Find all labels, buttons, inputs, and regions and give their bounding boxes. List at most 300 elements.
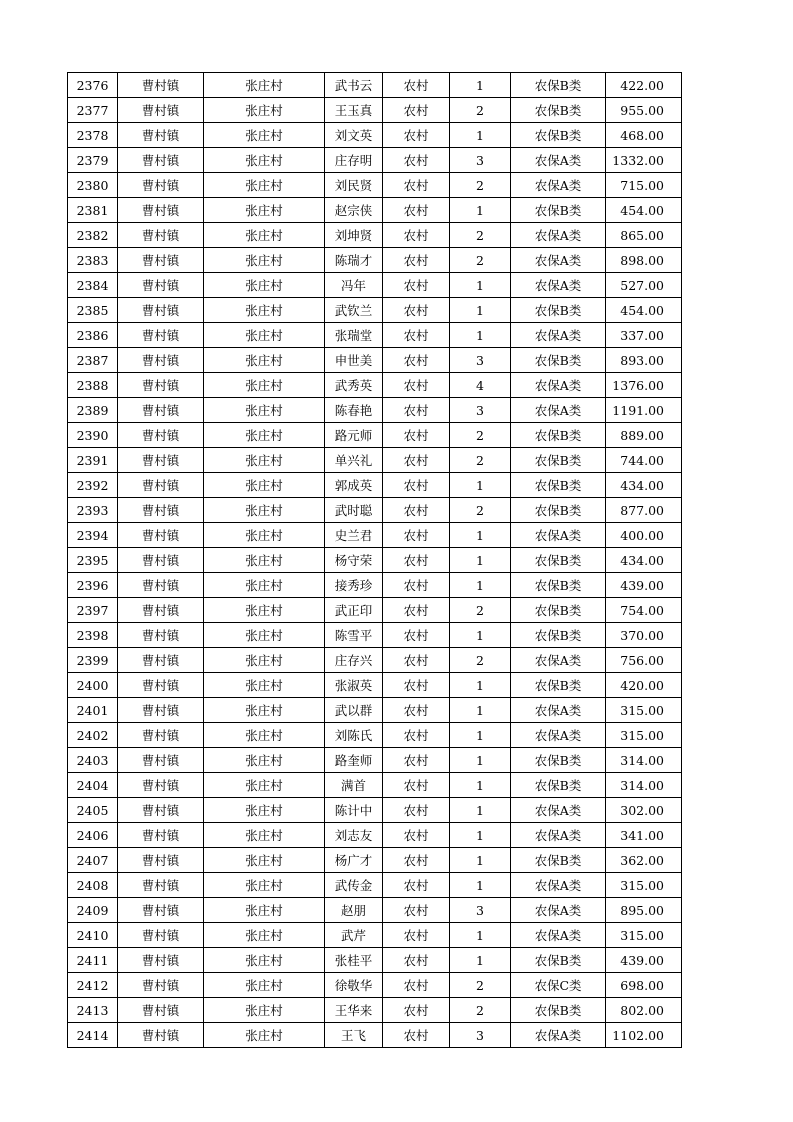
- area-cell: 农村: [383, 248, 450, 273]
- row-number: 2377: [68, 98, 118, 123]
- area-cell: 农村: [383, 823, 450, 848]
- row-number: 2379: [68, 148, 118, 173]
- village-cell: 张庄村: [204, 248, 325, 273]
- insurance-class-cell: 农保B类: [511, 548, 606, 573]
- row-number: 2403: [68, 748, 118, 773]
- insurance-class-cell: 农保B类: [511, 998, 606, 1023]
- area-cell: 农村: [383, 523, 450, 548]
- township-cell: 曹村镇: [118, 648, 204, 673]
- amount-cell: 527.00: [606, 273, 682, 298]
- name-cell: 庄存兴: [325, 648, 383, 673]
- amount-cell: 454.00: [606, 198, 682, 223]
- village-cell: 张庄村: [204, 398, 325, 423]
- name-cell: 庄存明: [325, 148, 383, 173]
- township-cell: 曹村镇: [118, 673, 204, 698]
- amount-cell: 434.00: [606, 473, 682, 498]
- insurance-class-cell: 农保B类: [511, 473, 606, 498]
- area-cell: 农村: [383, 1023, 450, 1048]
- township-cell: 曹村镇: [118, 623, 204, 648]
- household-size-cell: 1: [450, 823, 511, 848]
- village-cell: 张庄村: [204, 348, 325, 373]
- insurance-class-cell: 农保A类: [511, 273, 606, 298]
- amount-cell: 955.00: [606, 98, 682, 123]
- insurance-class-cell: 农保B类: [511, 348, 606, 373]
- name-cell: 刘文英: [325, 123, 383, 148]
- household-size-cell: 1: [450, 198, 511, 223]
- row-number: 2387: [68, 348, 118, 373]
- insurance-class-cell: 农保A类: [511, 898, 606, 923]
- amount-cell: 468.00: [606, 123, 682, 148]
- name-cell: 武传金: [325, 873, 383, 898]
- table-row: [68, 623, 682, 648]
- village-cell: 张庄村: [204, 273, 325, 298]
- amount-cell: 362.00: [606, 848, 682, 873]
- township-cell: 曹村镇: [118, 173, 204, 198]
- household-size-cell: 1: [450, 523, 511, 548]
- row-number: 2396: [68, 573, 118, 598]
- village-cell: 张庄村: [204, 148, 325, 173]
- table-row: [68, 448, 682, 473]
- township-cell: 曹村镇: [118, 198, 204, 223]
- area-cell: 农村: [383, 398, 450, 423]
- table-row: [68, 898, 682, 923]
- amount-cell: 439.00: [606, 948, 682, 973]
- amount-cell: 756.00: [606, 648, 682, 673]
- village-cell: 张庄村: [204, 373, 325, 398]
- area-cell: 农村: [383, 623, 450, 648]
- village-cell: 张庄村: [204, 548, 325, 573]
- table-row: [68, 348, 682, 373]
- table-row: [68, 373, 682, 398]
- village-cell: 张庄村: [204, 898, 325, 923]
- household-size-cell: 2: [450, 423, 511, 448]
- village-cell: 张庄村: [204, 598, 325, 623]
- table-row: [68, 748, 682, 773]
- township-cell: 曹村镇: [118, 73, 204, 98]
- township-cell: 曹村镇: [118, 523, 204, 548]
- insurance-class-cell: 农保B类: [511, 673, 606, 698]
- insurance-class-cell: 农保B类: [511, 623, 606, 648]
- township-cell: 曹村镇: [118, 448, 204, 473]
- village-cell: 张庄村: [204, 648, 325, 673]
- village-cell: 张庄村: [204, 498, 325, 523]
- table-row: [68, 1023, 682, 1048]
- name-cell: 陈计中: [325, 798, 383, 823]
- amount-cell: 1191.00: [606, 398, 682, 423]
- amount-cell: 889.00: [606, 423, 682, 448]
- table-row: [68, 823, 682, 848]
- amount-cell: 370.00: [606, 623, 682, 648]
- village-cell: 张庄村: [204, 973, 325, 998]
- name-cell: 武书云: [325, 73, 383, 98]
- row-number: 2406: [68, 823, 118, 848]
- name-cell: 郭成英: [325, 473, 383, 498]
- amount-cell: 454.00: [606, 298, 682, 323]
- row-number: 2394: [68, 523, 118, 548]
- table-row: [68, 773, 682, 798]
- area-cell: 农村: [383, 548, 450, 573]
- table-row: [68, 73, 682, 98]
- amount-cell: 315.00: [606, 923, 682, 948]
- village-cell: 张庄村: [204, 748, 325, 773]
- row-number: 2402: [68, 723, 118, 748]
- row-number: 2400: [68, 673, 118, 698]
- insurance-class-cell: 农保A类: [511, 248, 606, 273]
- name-cell: 冯年: [325, 273, 383, 298]
- insurance-class-cell: 农保C类: [511, 973, 606, 998]
- row-number: 2397: [68, 598, 118, 623]
- table-row: [68, 173, 682, 198]
- name-cell: 张桂平: [325, 948, 383, 973]
- table-row: [68, 923, 682, 948]
- area-cell: 农村: [383, 848, 450, 873]
- row-number: 2390: [68, 423, 118, 448]
- name-cell: 陈雪平: [325, 623, 383, 648]
- household-size-cell: 1: [450, 73, 511, 98]
- table-row: [68, 198, 682, 223]
- insurance-class-cell: 农保A类: [511, 173, 606, 198]
- name-cell: 武芹: [325, 923, 383, 948]
- row-number: 2412: [68, 973, 118, 998]
- area-cell: 农村: [383, 773, 450, 798]
- table-row: [68, 298, 682, 323]
- table-row: [68, 573, 682, 598]
- amount-cell: 400.00: [606, 523, 682, 548]
- household-size-cell: 3: [450, 348, 511, 373]
- row-number: 2410: [68, 923, 118, 948]
- village-cell: 张庄村: [204, 723, 325, 748]
- township-cell: 曹村镇: [118, 598, 204, 623]
- insurance-class-cell: 农保B类: [511, 73, 606, 98]
- name-cell: 王玉真: [325, 98, 383, 123]
- household-size-cell: 2: [450, 223, 511, 248]
- area-cell: 农村: [383, 98, 450, 123]
- insurance-class-cell: 农保B类: [511, 948, 606, 973]
- insurance-class-cell: 农保B类: [511, 773, 606, 798]
- insurance-class-cell: 农保B类: [511, 573, 606, 598]
- row-number: 2404: [68, 773, 118, 798]
- household-size-cell: 1: [450, 798, 511, 823]
- insurance-class-cell: 农保A类: [511, 723, 606, 748]
- area-cell: 农村: [383, 923, 450, 948]
- amount-cell: 315.00: [606, 723, 682, 748]
- name-cell: 王飞: [325, 1023, 383, 1048]
- name-cell: 刘民贤: [325, 173, 383, 198]
- amount-cell: 898.00: [606, 248, 682, 273]
- name-cell: 刘陈氏: [325, 723, 383, 748]
- table-row: [68, 398, 682, 423]
- township-cell: 曹村镇: [118, 723, 204, 748]
- table-row: [68, 873, 682, 898]
- household-size-cell: 2: [450, 248, 511, 273]
- name-cell: 武以群: [325, 698, 383, 723]
- township-cell: 曹村镇: [118, 973, 204, 998]
- row-number: 2392: [68, 473, 118, 498]
- name-cell: 陈春艳: [325, 398, 383, 423]
- row-number: 2389: [68, 398, 118, 423]
- insurance-class-cell: 农保B类: [511, 848, 606, 873]
- area-cell: 农村: [383, 973, 450, 998]
- name-cell: 武钦兰: [325, 298, 383, 323]
- amount-cell: 715.00: [606, 173, 682, 198]
- area-cell: 农村: [383, 198, 450, 223]
- household-size-cell: 1: [450, 848, 511, 873]
- name-cell: 刘志友: [325, 823, 383, 848]
- township-cell: 曹村镇: [118, 373, 204, 398]
- village-cell: 张庄村: [204, 98, 325, 123]
- township-cell: 曹村镇: [118, 798, 204, 823]
- area-cell: 农村: [383, 173, 450, 198]
- household-size-cell: 2: [450, 973, 511, 998]
- township-cell: 曹村镇: [118, 948, 204, 973]
- insurance-class-cell: 农保A类: [511, 923, 606, 948]
- insurance-class-cell: 农保A类: [511, 523, 606, 548]
- insurance-class-cell: 农保A类: [511, 223, 606, 248]
- name-cell: 满首: [325, 773, 383, 798]
- area-cell: 农村: [383, 598, 450, 623]
- area-cell: 农村: [383, 223, 450, 248]
- row-number: 2388: [68, 373, 118, 398]
- insurance-class-cell: 农保A类: [511, 648, 606, 673]
- household-size-cell: 3: [450, 148, 511, 173]
- household-size-cell: 2: [450, 498, 511, 523]
- area-cell: 农村: [383, 123, 450, 148]
- table-row: [68, 648, 682, 673]
- amount-cell: 434.00: [606, 548, 682, 573]
- insurance-class-cell: 农保B类: [511, 123, 606, 148]
- name-cell: 徐敬华: [325, 973, 383, 998]
- table-row: [68, 548, 682, 573]
- table-row: [68, 123, 682, 148]
- amount-cell: 1376.00: [606, 373, 682, 398]
- row-number: 2414: [68, 1023, 118, 1048]
- village-cell: 张庄村: [204, 773, 325, 798]
- township-cell: 曹村镇: [118, 123, 204, 148]
- name-cell: 赵朋: [325, 898, 383, 923]
- table-row: [68, 598, 682, 623]
- household-size-cell: 2: [450, 173, 511, 198]
- amount-cell: 893.00: [606, 348, 682, 373]
- table-row: [68, 848, 682, 873]
- insurance-class-cell: 农保A类: [511, 823, 606, 848]
- village-cell: 张庄村: [204, 223, 325, 248]
- amount-cell: 895.00: [606, 898, 682, 923]
- name-cell: 赵宗侠: [325, 198, 383, 223]
- township-cell: 曹村镇: [118, 248, 204, 273]
- table-row: [68, 98, 682, 123]
- household-size-cell: 1: [450, 473, 511, 498]
- row-number: 2380: [68, 173, 118, 198]
- roster-body: [68, 73, 682, 1048]
- table-row: [68, 523, 682, 548]
- village-cell: 张庄村: [204, 323, 325, 348]
- township-cell: 曹村镇: [118, 773, 204, 798]
- row-number: 2385: [68, 298, 118, 323]
- household-size-cell: 1: [450, 873, 511, 898]
- row-number: 2399: [68, 648, 118, 673]
- name-cell: 申世美: [325, 348, 383, 373]
- township-cell: 曹村镇: [118, 98, 204, 123]
- row-number: 2405: [68, 798, 118, 823]
- household-size-cell: 1: [450, 123, 511, 148]
- township-cell: 曹村镇: [118, 698, 204, 723]
- insurance-class-cell: 农保B类: [511, 448, 606, 473]
- area-cell: 农村: [383, 373, 450, 398]
- insurance-class-cell: 农保B类: [511, 423, 606, 448]
- area-cell: 农村: [383, 648, 450, 673]
- household-size-cell: 2: [450, 648, 511, 673]
- name-cell: 杨广才: [325, 848, 383, 873]
- household-size-cell: 1: [450, 623, 511, 648]
- amount-cell: 754.00: [606, 598, 682, 623]
- village-cell: 张庄村: [204, 948, 325, 973]
- township-cell: 曹村镇: [118, 1023, 204, 1048]
- row-number: 2398: [68, 623, 118, 648]
- insurance-class-cell: 农保B类: [511, 598, 606, 623]
- amount-cell: 802.00: [606, 998, 682, 1023]
- area-cell: 农村: [383, 298, 450, 323]
- area-cell: 农村: [383, 448, 450, 473]
- row-number: 2413: [68, 998, 118, 1023]
- village-cell: 张庄村: [204, 573, 325, 598]
- insurance-class-cell: 农保A类: [511, 373, 606, 398]
- household-size-cell: 1: [450, 948, 511, 973]
- insurance-class-cell: 农保B类: [511, 98, 606, 123]
- name-cell: 接秀珍: [325, 573, 383, 598]
- table-row: [68, 498, 682, 523]
- household-size-cell: 1: [450, 923, 511, 948]
- row-number: 2391: [68, 448, 118, 473]
- insurance-class-cell: 农保B类: [511, 298, 606, 323]
- household-size-cell: 1: [450, 673, 511, 698]
- household-size-cell: 3: [450, 398, 511, 423]
- table-row: [68, 723, 682, 748]
- row-number: 2411: [68, 948, 118, 973]
- township-cell: 曹村镇: [118, 848, 204, 873]
- row-number: 2395: [68, 548, 118, 573]
- village-cell: 张庄村: [204, 198, 325, 223]
- insurance-class-cell: 农保A类: [511, 873, 606, 898]
- name-cell: 路奎师: [325, 748, 383, 773]
- area-cell: 农村: [383, 323, 450, 348]
- name-cell: 刘坤贤: [325, 223, 383, 248]
- amount-cell: 420.00: [606, 673, 682, 698]
- row-number: 2408: [68, 873, 118, 898]
- row-number: 2384: [68, 273, 118, 298]
- township-cell: 曹村镇: [118, 873, 204, 898]
- name-cell: 武时聪: [325, 498, 383, 523]
- household-size-cell: 3: [450, 1023, 511, 1048]
- amount-cell: 877.00: [606, 498, 682, 523]
- area-cell: 农村: [383, 573, 450, 598]
- row-number: 2409: [68, 898, 118, 923]
- row-number: 2378: [68, 123, 118, 148]
- village-cell: 张庄村: [204, 673, 325, 698]
- township-cell: 曹村镇: [118, 573, 204, 598]
- area-cell: 农村: [383, 798, 450, 823]
- amount-cell: 865.00: [606, 223, 682, 248]
- name-cell: 单兴礼: [325, 448, 383, 473]
- amount-cell: 422.00: [606, 73, 682, 98]
- amount-cell: 698.00: [606, 973, 682, 998]
- household-size-cell: 4: [450, 373, 511, 398]
- insurance-class-cell: 农保A类: [511, 798, 606, 823]
- township-cell: 曹村镇: [118, 323, 204, 348]
- amount-cell: 1102.00: [606, 1023, 682, 1048]
- township-cell: 曹村镇: [118, 273, 204, 298]
- village-cell: 张庄村: [204, 298, 325, 323]
- village-cell: 张庄村: [204, 798, 325, 823]
- row-number: 2383: [68, 248, 118, 273]
- insurance-class-cell: 农保A类: [511, 323, 606, 348]
- insurance-class-cell: 农保B类: [511, 748, 606, 773]
- table-row: [68, 673, 682, 698]
- village-cell: 张庄村: [204, 423, 325, 448]
- amount-cell: 314.00: [606, 748, 682, 773]
- township-cell: 曹村镇: [118, 548, 204, 573]
- name-cell: 路元师: [325, 423, 383, 448]
- table-row: [68, 223, 682, 248]
- household-size-cell: 2: [450, 98, 511, 123]
- amount-cell: 341.00: [606, 823, 682, 848]
- village-cell: 张庄村: [204, 998, 325, 1023]
- township-cell: 曹村镇: [118, 473, 204, 498]
- table-row: [68, 698, 682, 723]
- name-cell: 武正印: [325, 598, 383, 623]
- household-size-cell: 1: [450, 748, 511, 773]
- township-cell: 曹村镇: [118, 148, 204, 173]
- row-number: 2382: [68, 223, 118, 248]
- household-size-cell: 2: [450, 598, 511, 623]
- roster-table: [67, 72, 682, 1048]
- household-size-cell: 1: [450, 698, 511, 723]
- township-cell: 曹村镇: [118, 298, 204, 323]
- area-cell: 农村: [383, 748, 450, 773]
- township-cell: 曹村镇: [118, 923, 204, 948]
- township-cell: 曹村镇: [118, 823, 204, 848]
- table-row: [68, 973, 682, 998]
- area-cell: 农村: [383, 148, 450, 173]
- amount-cell: 439.00: [606, 573, 682, 598]
- township-cell: 曹村镇: [118, 398, 204, 423]
- name-cell: 史兰君: [325, 523, 383, 548]
- row-number: 2381: [68, 198, 118, 223]
- table-row: [68, 998, 682, 1023]
- township-cell: 曹村镇: [118, 223, 204, 248]
- row-number: 2376: [68, 73, 118, 98]
- table-row: [68, 148, 682, 173]
- township-cell: 曹村镇: [118, 998, 204, 1023]
- amount-cell: 337.00: [606, 323, 682, 348]
- amount-cell: 314.00: [606, 773, 682, 798]
- village-cell: 张庄村: [204, 173, 325, 198]
- household-size-cell: 1: [450, 548, 511, 573]
- area-cell: 农村: [383, 673, 450, 698]
- township-cell: 曹村镇: [118, 748, 204, 773]
- village-cell: 张庄村: [204, 523, 325, 548]
- amount-cell: 1332.00: [606, 148, 682, 173]
- village-cell: 张庄村: [204, 698, 325, 723]
- row-number: 2393: [68, 498, 118, 523]
- area-cell: 农村: [383, 723, 450, 748]
- amount-cell: 315.00: [606, 698, 682, 723]
- township-cell: 曹村镇: [118, 898, 204, 923]
- table-row: [68, 273, 682, 298]
- table-row: [68, 948, 682, 973]
- row-number: 2401: [68, 698, 118, 723]
- table-row: [68, 323, 682, 348]
- township-cell: 曹村镇: [118, 498, 204, 523]
